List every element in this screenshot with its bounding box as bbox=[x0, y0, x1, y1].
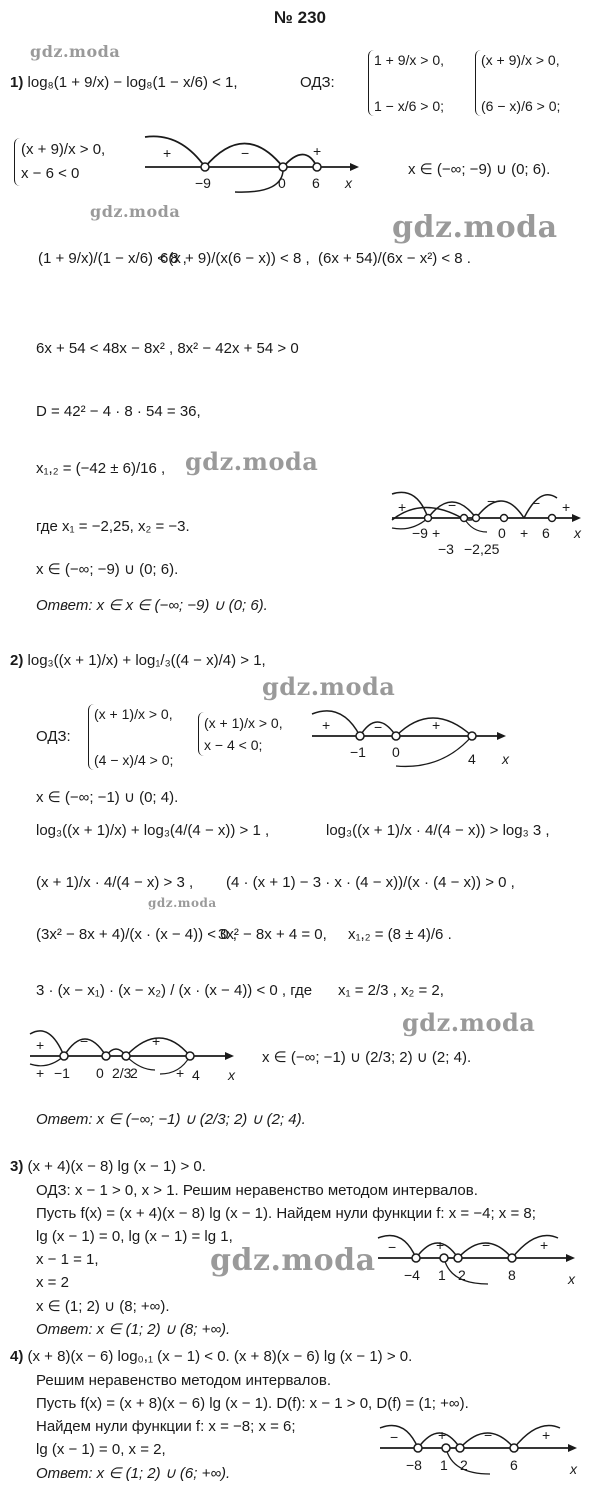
sign: − bbox=[388, 1239, 397, 1255]
sign: + bbox=[36, 1037, 45, 1053]
line-1-2: 6x + 54 < 48x − 8x² , 8x² − 42x + 54 > 0 bbox=[36, 340, 299, 357]
tick-label: −3 bbox=[438, 541, 454, 557]
tick-label: 0 bbox=[392, 744, 400, 760]
watermark: gdz.moda bbox=[90, 202, 181, 221]
interval-diagram-2 bbox=[392, 486, 592, 558]
interval-diagram-1 bbox=[145, 132, 375, 194]
sign: + bbox=[313, 143, 322, 159]
line-2-3a: (3x² − 8x + 4)/(x · (x − 4)) < 0 , bbox=[36, 926, 237, 943]
problem-1-label: 1) log₈(1 + 9/x) − log₈(1 − x/6) < 1, bbox=[10, 74, 238, 91]
problem-2-label: 2) log₃((x + 1)/x) + log₁/₃((4 − x)/4) > 1, bbox=[10, 652, 266, 669]
p3-line1: ОДЗ: x − 1 > 0, x > 1. Решим неравенство методом интервалов. bbox=[36, 1182, 478, 1199]
answer-1: Ответ: x ∈ x ∈ (−∞; −9) ∪ (0; 6). bbox=[36, 597, 268, 614]
line-2-3b: 3x² − 8x + 4 = 0, bbox=[218, 926, 327, 943]
sign: − bbox=[80, 1033, 89, 1049]
interval-diagram-5 bbox=[378, 1228, 588, 1298]
sign: + bbox=[163, 145, 172, 161]
tick-label: 2/3 bbox=[112, 1065, 132, 1081]
answer-3: Ответ: x ∈ (1; 2) ∪ (8; +∞). bbox=[36, 1321, 231, 1338]
problem-3-label: 3) (x + 4)(x − 8) lg (x − 1) > 0. bbox=[10, 1158, 206, 1175]
odz-2-result: x ∈ (−∞; −1) ∪ (0; 4). bbox=[36, 789, 179, 806]
odz-1-system-a: 1 + 9/x > 0, 1 − x/6 > 0; bbox=[368, 50, 444, 116]
sign: − bbox=[374, 719, 383, 735]
sign: + bbox=[540, 1237, 549, 1253]
tick-label: 8 bbox=[508, 1267, 516, 1283]
answer-2: Ответ: x ∈ (−∞; −1) ∪ (2/3; 2) ∪ (2; 4). bbox=[36, 1111, 306, 1128]
sign: + bbox=[176, 1065, 185, 1081]
roots-1: x₁,₂ = (−42 ± 6)/16 , bbox=[36, 460, 166, 477]
line-2-1a: log₃((x + 1)/x) + log₃(4/(4 − x)) > 1 , bbox=[36, 822, 270, 839]
tick-label: 6 bbox=[510, 1457, 518, 1473]
watermark: gdz.moda bbox=[210, 1243, 376, 1278]
sign: + bbox=[152, 1033, 161, 1049]
tick-label: −1 bbox=[54, 1065, 70, 1081]
sign: − bbox=[482, 1237, 491, 1253]
where-1: где x₁ = −2,25, x₂ = −3. bbox=[36, 518, 190, 535]
tick-label: −1 bbox=[350, 744, 366, 760]
axis-label: x bbox=[228, 1067, 235, 1083]
odz-1-system-b: (x + 9)/x > 0, (6 − x)/6 > 0; bbox=[475, 50, 560, 116]
problem-1-equation: log₈(1 + 9/x) − log₈(1 − x/6) < 1, bbox=[27, 74, 238, 91]
sign: − bbox=[241, 145, 250, 161]
p3-line5: x = 2 bbox=[36, 1274, 69, 1291]
interval-diagram-3 bbox=[312, 700, 522, 772]
tick-label: −4 bbox=[404, 1267, 420, 1283]
tick-label: −9 bbox=[195, 175, 211, 191]
axis-label: x bbox=[502, 751, 509, 767]
interval-diagram-4 bbox=[30, 1020, 250, 1110]
sign: + bbox=[438, 1427, 447, 1443]
tick-label: 2 bbox=[130, 1065, 138, 1081]
tick-label: 0 bbox=[96, 1065, 104, 1081]
sign: + bbox=[36, 1065, 45, 1081]
tick-label: −2,25 bbox=[464, 541, 500, 557]
p4-line1: Решим неравенство методом интервалов. bbox=[36, 1372, 332, 1389]
sign: − bbox=[390, 1429, 399, 1445]
odz-1-result: x ∈ (−∞; −9) ∪ (0; 6). bbox=[408, 161, 551, 178]
tick-label: 1 bbox=[440, 1457, 448, 1473]
sign: + bbox=[436, 1237, 445, 1253]
odz-2-label: ОДЗ: bbox=[36, 728, 71, 745]
p3-line2: Пусть f(x) = (x + 4)(x − 8) lg (x − 1). Найдем нули функции f: x = −4; x = 8; bbox=[36, 1205, 536, 1222]
line-2-2a: (x + 1)/x · 4/(4 − x) > 3 , bbox=[36, 874, 194, 891]
tick-label: 1 bbox=[438, 1267, 446, 1283]
p4-line3: Найдем нули функции f: x = −8; x = 6; bbox=[36, 1418, 296, 1435]
tick-label: 0 bbox=[498, 525, 506, 541]
watermark: gdz.moda bbox=[185, 447, 319, 476]
p3-line6: x ∈ (1; 2) ∪ (8; +∞). bbox=[36, 1298, 170, 1315]
watermark: gdz.moda bbox=[262, 672, 396, 701]
interval-diagram-6 bbox=[380, 1418, 590, 1490]
inequality-1b: 6(x + 9)/(x(6 − x)) < 8 , bbox=[160, 250, 310, 267]
odz-2-system-a: (x + 1)/x > 0, (4 − x)/4 > 0; bbox=[88, 704, 173, 770]
inequality-1c: (6x + 54)/(6x − x²) < 8 . bbox=[318, 250, 471, 267]
tick-label: 4 bbox=[468, 751, 476, 767]
watermark: gdz.moda bbox=[402, 1008, 536, 1037]
odz-2-system-b: (x + 1)/x > 0, x − 4 < 0; bbox=[198, 712, 283, 756]
problem-4-label: 4) (x + 8)(x − 6) log₀,₁ (x − 1) < 0. (x + 8)(x − 6) lg (x − 1) > 0. bbox=[10, 1348, 413, 1365]
sign: − bbox=[448, 497, 457, 513]
tick-label: 2 bbox=[460, 1457, 468, 1473]
tick-label: 2 bbox=[458, 1267, 466, 1283]
tick-label: 6 bbox=[312, 175, 320, 191]
sign: − bbox=[484, 1427, 493, 1443]
tick-label: 0 bbox=[278, 175, 286, 191]
sign: + bbox=[322, 717, 331, 733]
problem-2-equation: log₃((x + 1)/x) + log₁/₃((4 − x)/4) > 1, bbox=[27, 652, 266, 669]
sign: − bbox=[532, 495, 541, 511]
sign: + bbox=[562, 499, 571, 515]
p3-line4: x − 1 = 1, bbox=[36, 1251, 99, 1268]
line-2-1b: log₃((x + 1)/x · 4/(4 − x)) > log₃ 3 , bbox=[326, 822, 550, 839]
result-2: x ∈ (−∞; −1) ∪ (2/3; 2) ∪ (2; 4). bbox=[262, 1049, 472, 1066]
tick-label: 6 bbox=[542, 525, 550, 541]
axis-label: x bbox=[345, 175, 352, 191]
axis-label: x bbox=[568, 1271, 575, 1287]
line-2-2b: (4 · (x + 1) − 3 · x · (4 − x))/(x · (4 − x)) > 0 , bbox=[226, 874, 515, 891]
problem-4-equation: (x + 8)(x − 6) log₀,₁ (x − 1) < 0. (x + 8)(x − 6) lg (x − 1) > 0. bbox=[27, 1348, 413, 1365]
answer-4: Ответ: x ∈ (1; 2) ∪ (6; +∞). bbox=[36, 1465, 231, 1482]
line-2-4b: x₁ = 2/3 , x₂ = 2, bbox=[338, 982, 444, 999]
result-1: x ∈ (−∞; −9) ∪ (0; 6). bbox=[36, 561, 179, 578]
sign: − bbox=[487, 493, 496, 509]
line-2-4a: 3 · (x − x₁) · (x − x₂) / (x · (x − 4)) < 0 , где bbox=[36, 982, 313, 999]
discriminant-1: D = 42² − 4 · 8 · 54 = 36, bbox=[36, 403, 201, 420]
sign: + bbox=[520, 525, 529, 541]
axis-label: x bbox=[570, 1461, 577, 1477]
sign: + bbox=[432, 525, 441, 541]
sign: + bbox=[542, 1427, 551, 1443]
watermark: gdz.moda bbox=[392, 210, 558, 245]
p3-line3: lg (x − 1) = 0, lg (x − 1) = lg 1, bbox=[36, 1228, 233, 1245]
p4-line4: lg (x − 1) = 0, x = 2, bbox=[36, 1441, 166, 1458]
inequality-1a: (1 + 9/x)/(1 − x/6) < 8 , bbox=[38, 250, 187, 267]
sign: + bbox=[432, 717, 441, 733]
axis-label: x bbox=[574, 525, 581, 541]
tick-label: −9 bbox=[412, 525, 428, 541]
odz-1-label: ОДЗ: bbox=[300, 74, 335, 91]
problem-number: № 230 bbox=[273, 8, 327, 27]
problem-3-equation: (x + 4)(x − 8) lg (x − 1) > 0. bbox=[27, 1158, 206, 1175]
watermark: gdz.moda bbox=[148, 896, 217, 910]
line-2-3c: x₁,₂ = (8 ± 4)/6 . bbox=[348, 926, 452, 943]
tick-label: 4 bbox=[192, 1067, 200, 1083]
sign: + bbox=[398, 499, 407, 515]
tick-label: −8 bbox=[406, 1457, 422, 1473]
system-1: (x + 9)/x > 0, x − 6 < 0 bbox=[14, 138, 105, 186]
p4-line2: Пусть f(x) = (x + 8)(x − 6) lg (x − 1). D(f): x − 1 > 0, D(f) = (1; +∞). bbox=[36, 1395, 469, 1412]
watermark: gdz.moda bbox=[30, 42, 121, 61]
